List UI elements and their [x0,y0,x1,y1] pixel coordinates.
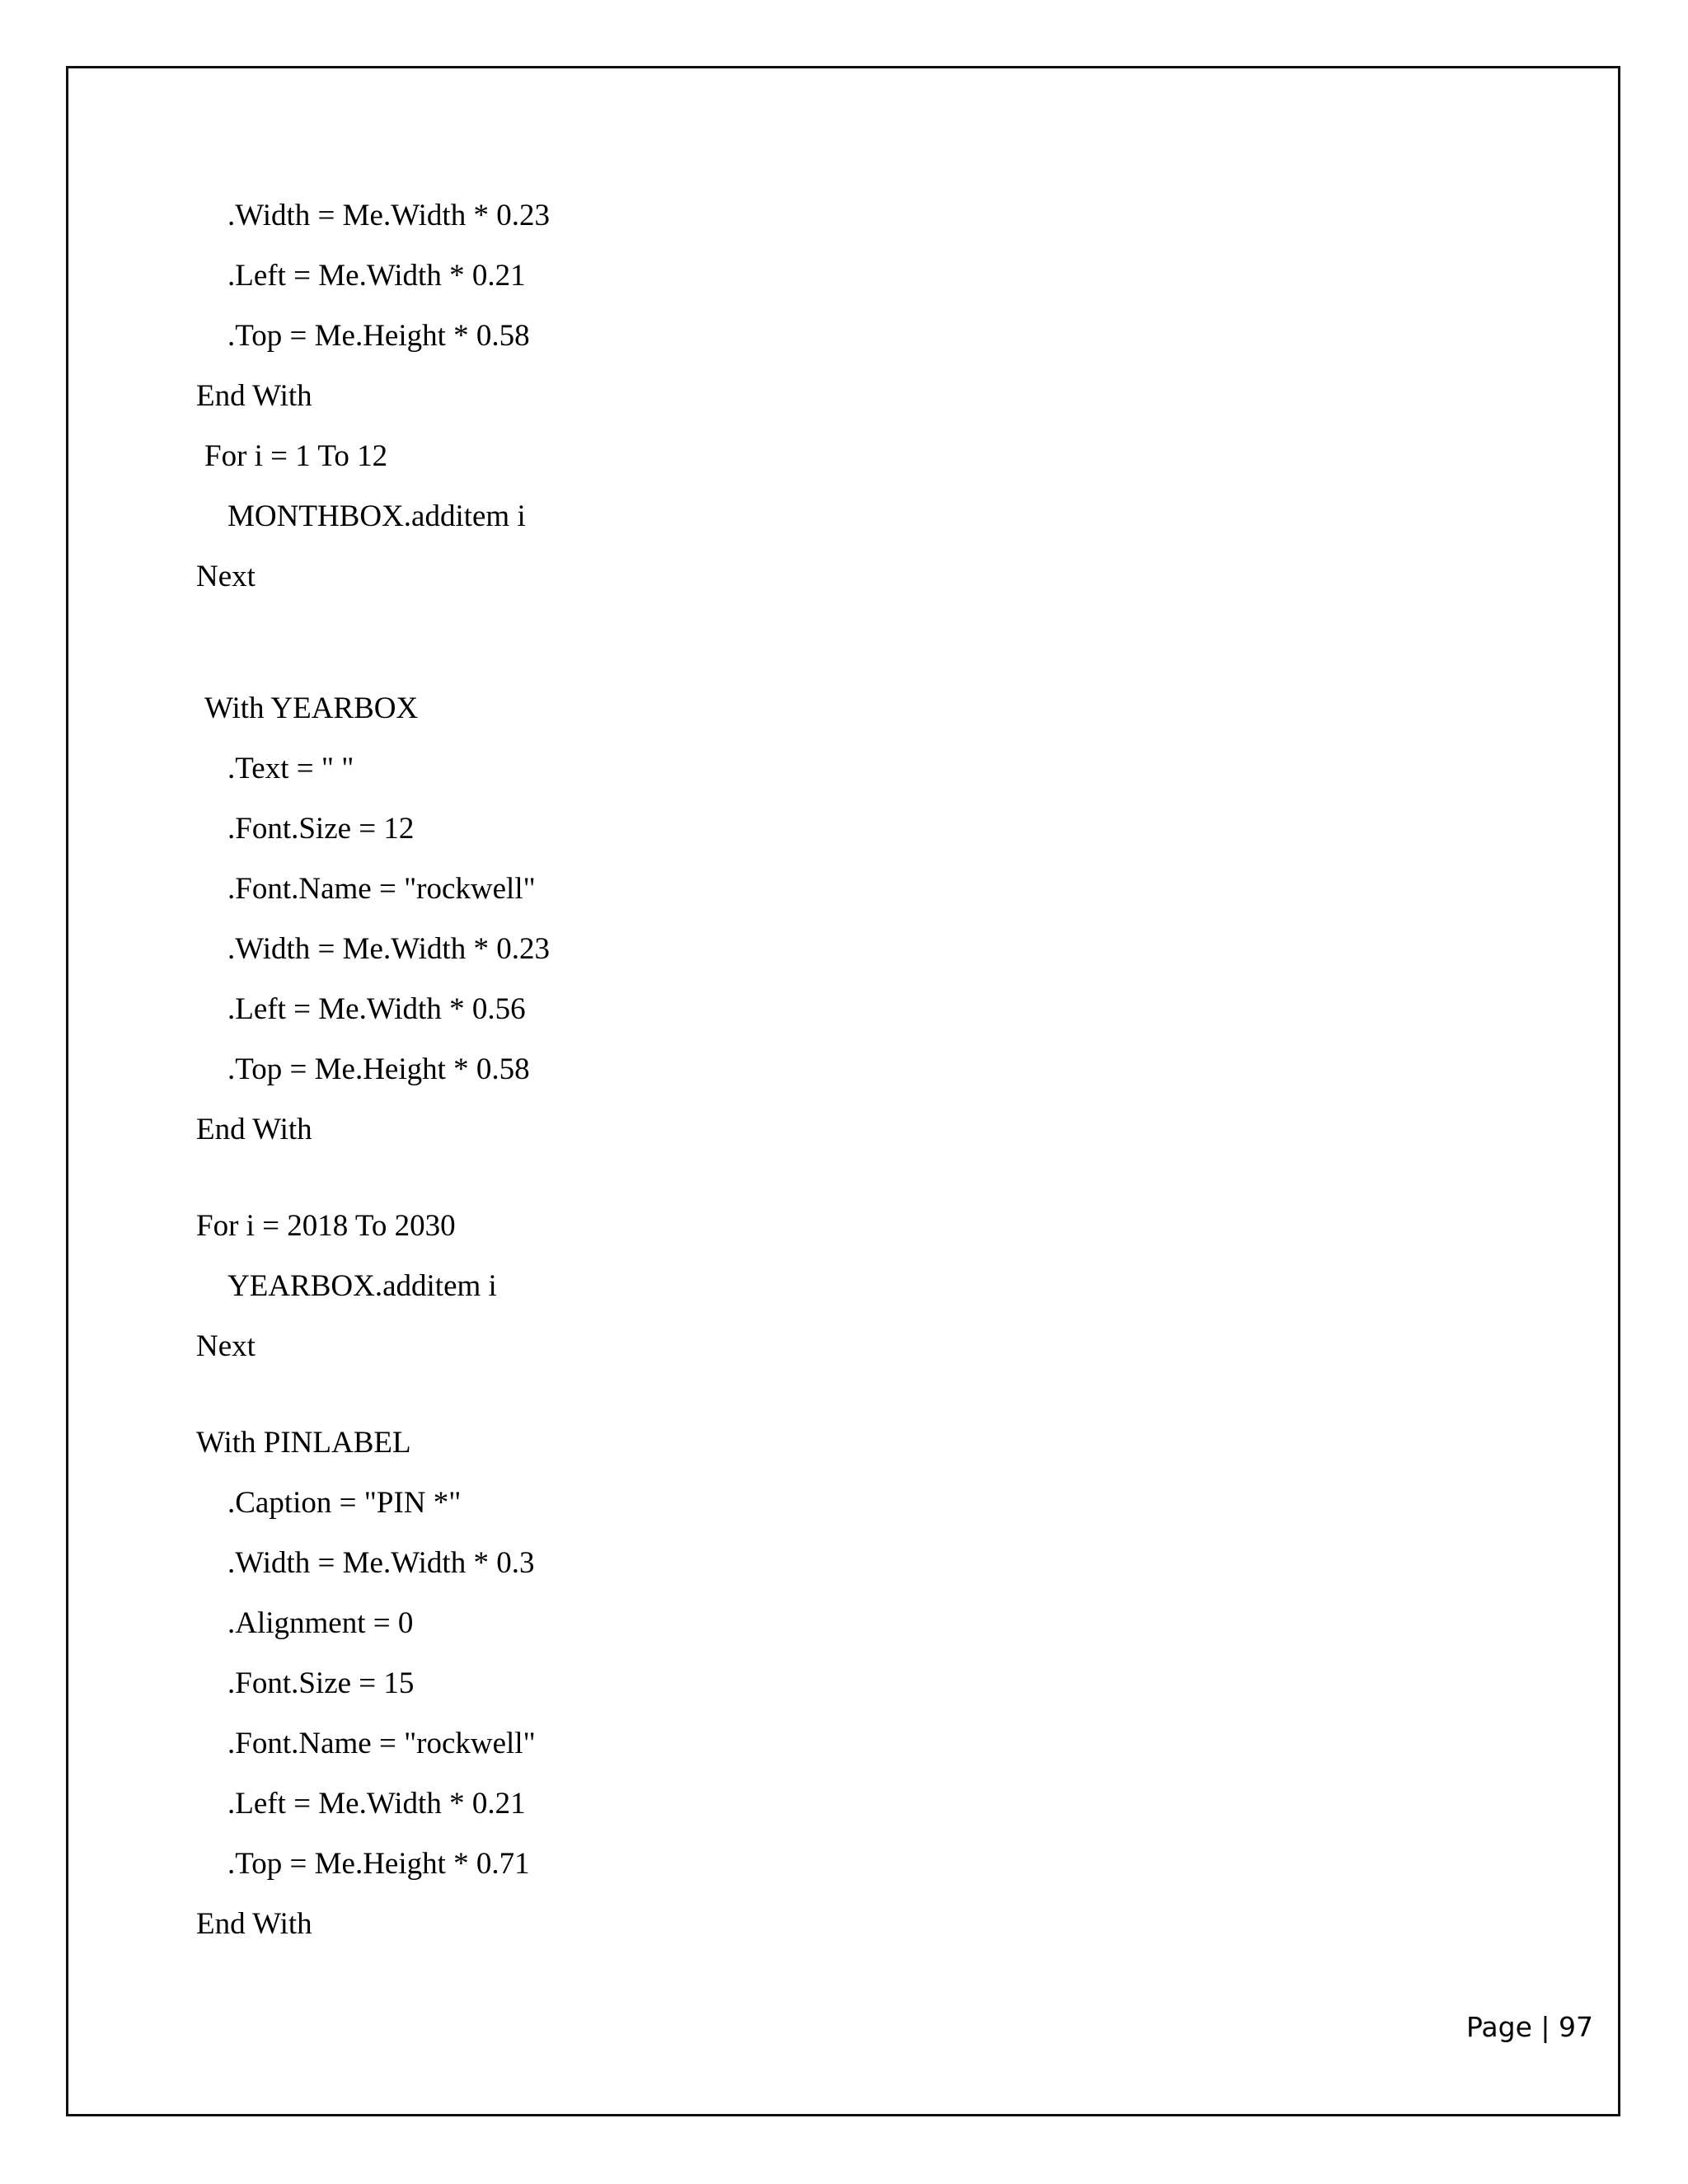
code-line: End With [196,1113,312,1146]
code-line: .Font.Name = "rockwell" [227,1727,536,1760]
code-line: End With [196,379,312,413]
code-line: .Left = Me.Width * 0.21 [227,259,526,293]
code-line: MONTHBOX.additem i [227,499,526,533]
page-number: Page | 97 [1466,2011,1593,2043]
code-line: End With [196,1907,312,1941]
code-line: .Width = Me.Width * 0.23 [227,932,550,966]
code-line: .Caption = "PIN *" [227,1486,462,1520]
code-line: .Left = Me.Width * 0.56 [227,992,526,1026]
code-line: For i = 2018 To 2030 [196,1209,456,1243]
code-line: .Top = Me.Height * 0.58 [227,319,530,353]
code-line: .Top = Me.Height * 0.71 [227,1847,530,1881]
code-line: For i = 1 To 12 [204,439,388,473]
code-line: With PINLABEL [196,1426,411,1460]
code-line: .Font.Size = 15 [227,1666,415,1700]
code-line: .Text = " " [227,752,354,785]
code-line: Next [196,560,256,593]
code-line: .Width = Me.Width * 0.23 [227,199,550,232]
code-line: With YEARBOX [204,691,419,725]
code-line: .Width = Me.Width * 0.3 [227,1546,535,1580]
code-line: .Left = Me.Width * 0.21 [227,1787,526,1821]
code-line: Next [196,1329,256,1363]
code-line: .Font.Size = 12 [227,812,415,846]
code-line: .Top = Me.Height * 0.58 [227,1052,530,1086]
code-line: YEARBOX.additem i [227,1269,497,1303]
code-line: .Alignment = 0 [227,1606,414,1640]
code-line: .Font.Name = "rockwell" [227,872,536,906]
